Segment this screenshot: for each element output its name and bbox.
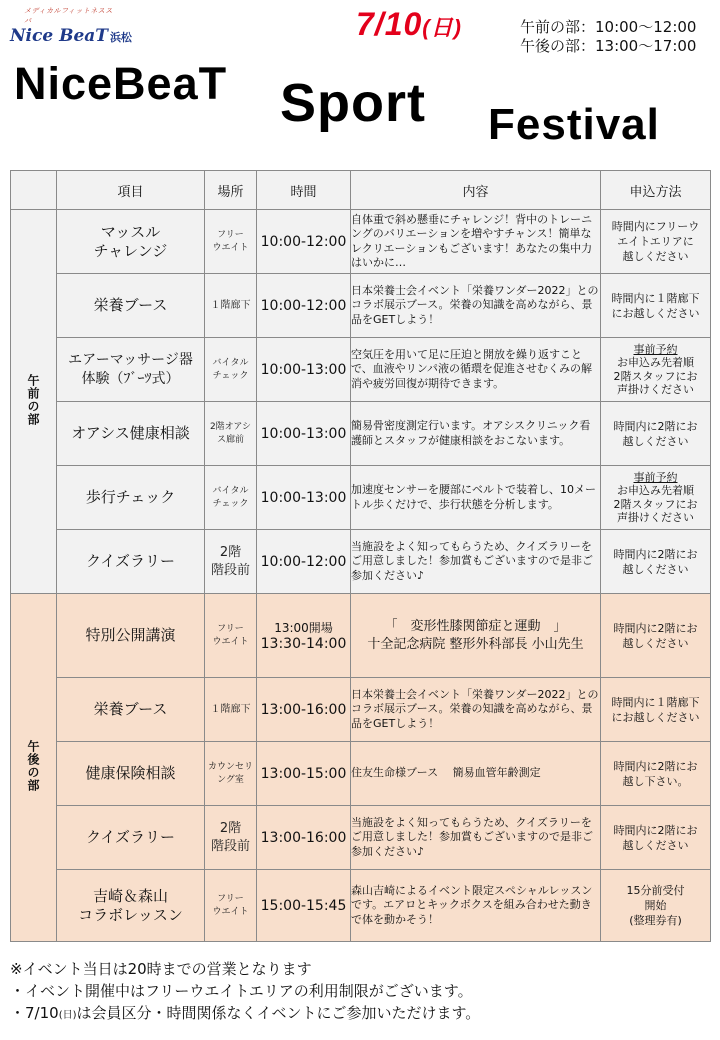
table-row — [11, 402, 711, 466]
hours-pm: 午後の部：13:00～17:00 — [520, 37, 697, 55]
place-line: カウンセリ — [207, 761, 253, 772]
apply-cell — [601, 806, 711, 870]
place-line: ウエイト — [212, 242, 249, 253]
apply-line: お申込み先着順 — [617, 356, 694, 369]
apply-line: 越しください — [622, 838, 689, 852]
time-cell: 13:00-16:00 — [257, 806, 351, 870]
apply-cell — [601, 678, 711, 742]
event-date-text: 7/10 — [356, 6, 423, 42]
brand-logo — [10, 6, 132, 46]
apply-line: エイトエリアに — [617, 235, 694, 248]
note-text: ・7/10 — [10, 1004, 59, 1022]
apply-line: 時間内に2階にお — [613, 547, 698, 561]
note-line — [10, 1002, 480, 1027]
place-cell — [205, 338, 257, 402]
apply-line: 2階スタッフにお — [613, 497, 698, 511]
item-cell — [57, 338, 205, 402]
content-cell: 空気圧を用いて足に圧迫と開放を繰り返すことで、血液やリンパ液の循環を促進させむくみの解消や疲労回復が期待できます。 — [351, 338, 601, 402]
place-line: 2階 — [219, 820, 242, 836]
item-cell — [57, 210, 205, 274]
item-line: 体験（ﾌﾞｰﾂ式） — [81, 370, 180, 387]
place-cell — [205, 742, 257, 806]
content-cell: 日本栄養士会イベント「栄養ワンダー2022」とのコラボ展示ブース。栄養の知識を高めながら、景品をGETしよう！ — [351, 274, 601, 338]
apply-line: 声掛けください — [617, 511, 694, 524]
header-content: 内容 — [351, 171, 601, 210]
place-cell — [205, 402, 257, 466]
apply-line: 時間内に１階廊下 — [611, 695, 700, 709]
apply-line: 時間内に2階にお — [613, 823, 698, 837]
table-row — [11, 338, 711, 402]
content-cell: 当施設をよく知ってもらうため、クイズラリーをご用意しました！参加賞もございますので是非ご参加ください♪ — [351, 530, 601, 594]
time-cell: 10:00-12:00 — [257, 530, 351, 594]
apply-line: 越し下さい。 — [622, 774, 689, 788]
place-line: バイタル — [212, 357, 249, 368]
item-cell: クイズラリー — [57, 530, 205, 594]
apply-cell — [601, 870, 711, 942]
place-line: 2階オアシ — [209, 421, 252, 432]
time-cell: 10:00-13:00 — [257, 338, 351, 402]
header-place: 場所 — [205, 171, 257, 210]
place-cell — [205, 466, 257, 530]
place-cell — [205, 806, 257, 870]
place-line: ウエイト — [212, 636, 249, 647]
title-nicebeat: NiceBeaT — [14, 58, 228, 109]
table-row — [11, 530, 711, 594]
header-time: 時間 — [257, 171, 351, 210]
item-cell — [57, 870, 205, 942]
content-line: 十全記念病院 整形外科部長 小山先生 — [367, 636, 584, 652]
item-cell: 栄養ブース — [57, 678, 205, 742]
event-hours — [520, 18, 696, 56]
time-cell: 10:00-12:00 — [257, 274, 351, 338]
place-line: フリー — [217, 229, 244, 240]
apply-line: 事前予約 — [633, 470, 678, 484]
place-line: 階段前 — [210, 838, 250, 854]
apply-line: 時間内にフリーウ — [611, 220, 700, 233]
place-cell — [205, 594, 257, 678]
apply-cell — [601, 594, 711, 678]
time-cell: 10:00-13:00 — [257, 466, 351, 530]
logo-subtitle: メディカルフィットネススパ — [24, 7, 113, 25]
item-cell: 栄養ブース — [57, 274, 205, 338]
apply-line: 開始 — [644, 899, 667, 912]
table-header-row — [11, 171, 711, 210]
place-cell: １階廊下 — [205, 274, 257, 338]
apply-cell — [601, 274, 711, 338]
time-cell: 13:00-16:00 — [257, 678, 351, 742]
content-cell: 住友生命様ブース 簡易血管年齢測定 — [351, 742, 601, 806]
logo-name — [10, 26, 132, 46]
note-line: ※イベント当日は20時までの営業となります — [10, 960, 312, 978]
item-line: マッスル — [100, 222, 161, 241]
logo-name-text: Nice BeaT — [10, 26, 108, 46]
content-cell: 自体重で斜め懸垂にチャレンジ！背中のトレーニングのバリエーションを増やすチャンス！簡単なレクリエーションもございます！あなたの集中力はいかに… — [351, 210, 601, 274]
title-festival: Festival — [488, 100, 660, 149]
apply-line: にお越しください — [611, 306, 700, 320]
logo-location: 浜松 — [109, 31, 132, 44]
header-item: 項目 — [57, 171, 205, 210]
item-line: チャレンジ — [93, 241, 168, 260]
apply-line: 時間内に2階にお — [613, 419, 698, 433]
place-cell — [205, 870, 257, 942]
apply-line: (整理券有) — [629, 914, 682, 927]
place-line: 2階 — [219, 544, 242, 560]
event-date — [356, 6, 462, 43]
time-cell: 10:00-13:00 — [257, 402, 351, 466]
content-cell: 日本栄養士会イベント「栄養ワンダー2022」とのコラボ展示ブース。栄養の知識を高めながら、景品をGETしよう！ — [351, 678, 601, 742]
table-row — [11, 870, 711, 942]
place-line: ング室 — [217, 774, 244, 785]
place-line: 階段前 — [210, 562, 250, 578]
session-am — [11, 210, 57, 594]
place-cell — [205, 530, 257, 594]
content-cell — [351, 594, 601, 678]
time-cell: 13:00-15:00 — [257, 742, 351, 806]
time-cell: 15:00-15:45 — [257, 870, 351, 942]
table-row — [11, 274, 711, 338]
item-line: エアーマッサージ器 — [68, 351, 193, 368]
place-line: ウエイト — [212, 906, 249, 917]
content-line: 「 変形性膝関節症と運動 」 — [384, 618, 567, 634]
item-cell: クイズラリー — [57, 806, 205, 870]
title-sport: Sport — [280, 73, 426, 133]
apply-cell — [601, 338, 711, 402]
session-pm-label: 午後の部 — [26, 740, 40, 792]
apply-line: 時間内に2階にお — [613, 621, 698, 635]
apply-line: お申込み先着順 — [617, 484, 694, 497]
item-cell: オアシス健康相談 — [57, 402, 205, 466]
table-row — [11, 210, 711, 274]
table-row — [11, 806, 711, 870]
apply-line: 越しください — [622, 250, 689, 263]
apply-cell — [601, 466, 711, 530]
apply-line: 越しください — [622, 562, 689, 576]
header-apply: 申込方法 — [601, 171, 711, 210]
time-line: 13:00開場 — [274, 621, 333, 635]
time-line: 13:30-14:00 — [260, 636, 347, 652]
apply-line: 2階スタッフにお — [613, 369, 698, 383]
schedule-table — [10, 170, 711, 942]
content-cell: 当施設をよく知ってもらうため、クイズラリーをご用意しました！参加賞もございますので是非ご参加ください♪ — [351, 806, 601, 870]
content-cell: 簡易骨密度測定行います。オアシスクリニック看護師とスタッフが健康相談をおこないます。 — [351, 402, 601, 466]
place-line: チェック — [212, 370, 249, 381]
event-day: (日) — [422, 15, 462, 40]
apply-cell — [601, 530, 711, 594]
apply-line: 越しください — [622, 636, 689, 650]
note-line: ・イベント開催中はフリーウエイトエリアの利用制限がございます。 — [10, 982, 473, 1000]
place-line: フリー — [217, 893, 244, 904]
footer-notes — [10, 958, 480, 1027]
place-line: チェック — [212, 498, 249, 509]
item-line: コラボレッスン — [78, 905, 183, 924]
apply-line: 声掛けください — [617, 383, 694, 396]
session-am-label: 午前の部 — [26, 374, 40, 426]
apply-line: 事前予約 — [633, 342, 678, 356]
time-cell — [257, 594, 351, 678]
apply-line: 越しください — [622, 434, 689, 448]
item-cell: 歩行チェック — [57, 466, 205, 530]
apply-line: 15分前受付 — [626, 884, 685, 897]
place-line: フリー — [217, 623, 244, 634]
place-cell: １階廊下 — [205, 678, 257, 742]
item-cell: 特別公開講演 — [57, 594, 205, 678]
item-line: 吉崎＆森山 — [92, 886, 168, 905]
apply-line: 時間内に１階廊下 — [611, 291, 700, 305]
note-text: は会員区分・時間関係なくイベントにご参加いただけます。 — [76, 1004, 481, 1022]
apply-line: 時間内に2階にお — [613, 759, 698, 773]
table-row — [11, 594, 711, 678]
table-row — [11, 742, 711, 806]
hours-am: 午前の部：10:00～12:00 — [520, 18, 697, 36]
note-day: (日) — [58, 1010, 77, 1021]
place-cell — [205, 210, 257, 274]
content-cell: 森山吉崎によるイベント限定スペシャルレッスンです。エアロとキックボクスを組み合わせた動きで体を動かそう！ — [351, 870, 601, 942]
header-blank — [11, 171, 57, 210]
table-row — [11, 466, 711, 530]
place-line: ス廊前 — [216, 434, 244, 445]
content-cell: 加速度センサーを腰部にベルトで装着し、10メートル歩くだけで、歩行状態を分析します。 — [351, 466, 601, 530]
place-line: バイタル — [212, 485, 249, 496]
table-row — [11, 678, 711, 742]
apply-cell — [601, 402, 711, 466]
time-cell: 10:00-12:00 — [257, 210, 351, 274]
apply-cell — [601, 210, 711, 274]
apply-cell — [601, 742, 711, 806]
session-pm — [11, 594, 57, 942]
item-cell: 健康保険相談 — [57, 742, 205, 806]
apply-line: にお越しください — [611, 710, 700, 724]
